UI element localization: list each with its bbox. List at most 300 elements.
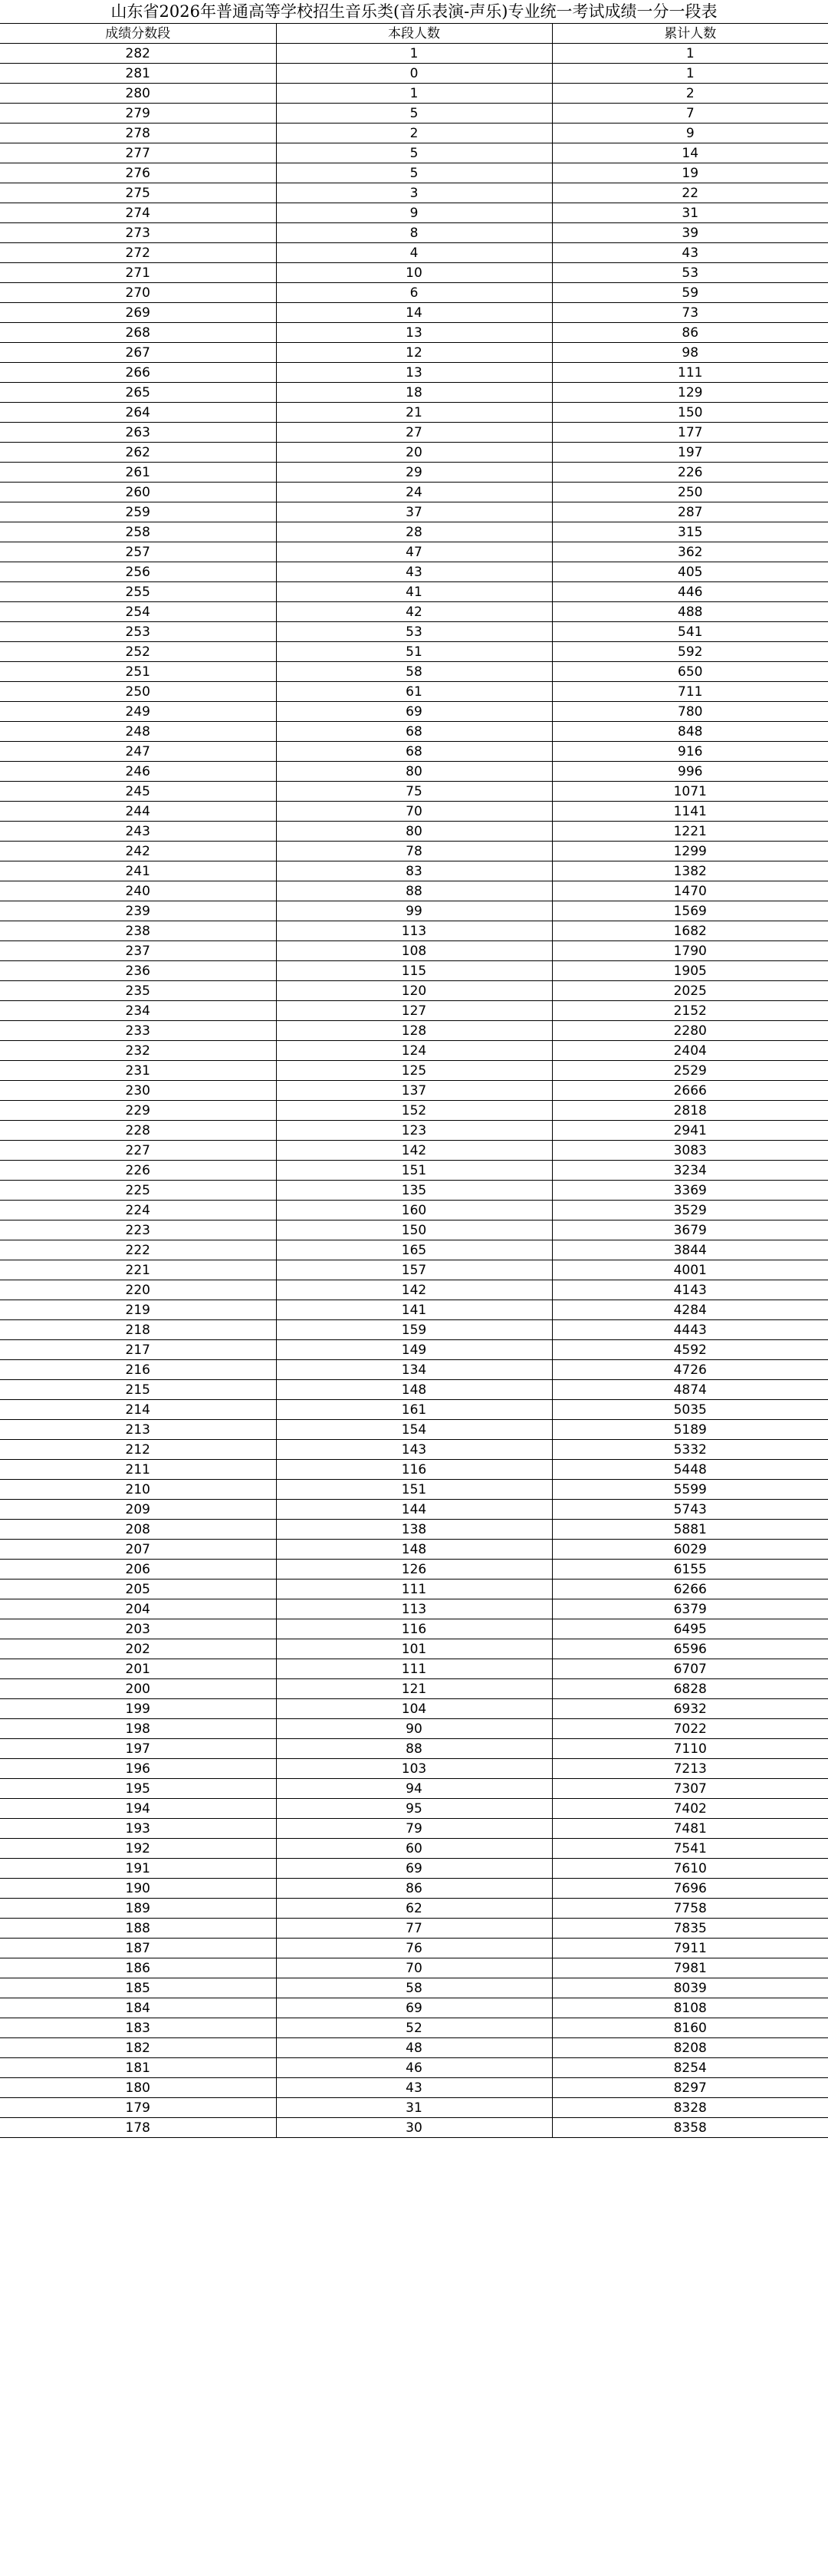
count-cell: 5	[276, 104, 552, 124]
table-row	[0, 64, 828, 84]
table-row	[0, 403, 828, 423]
table-body	[0, 44, 828, 2138]
count-cell: 31	[276, 2098, 552, 2118]
table-row	[0, 283, 828, 303]
table-row	[0, 782, 828, 802]
table-row	[0, 1879, 828, 1899]
table-row	[0, 1420, 828, 1440]
score-cell: 198	[0, 1719, 276, 1739]
count-cell: 111	[276, 1580, 552, 1599]
count-cell: 4	[276, 243, 552, 263]
score-cell: 228	[0, 1121, 276, 1141]
table-row	[0, 463, 828, 483]
table-row	[0, 263, 828, 283]
score-cell: 248	[0, 722, 276, 742]
table-row	[0, 1819, 828, 1839]
table-row	[0, 1081, 828, 1101]
table-row	[0, 1161, 828, 1181]
count-cell: 53	[276, 622, 552, 642]
count-cell: 69	[276, 1998, 552, 2018]
score-cell: 266	[0, 363, 276, 383]
count-cell: 61	[276, 682, 552, 702]
table-row	[0, 1260, 828, 1280]
cumulative-cell: 31	[552, 203, 828, 223]
score-cell: 220	[0, 1280, 276, 1300]
score-cell: 282	[0, 44, 276, 64]
table-row	[0, 223, 828, 243]
column-header-count: 本段人数	[276, 24, 552, 44]
score-cell: 278	[0, 124, 276, 143]
count-cell: 101	[276, 1639, 552, 1659]
score-cell: 267	[0, 343, 276, 363]
count-cell: 69	[276, 702, 552, 722]
score-cell: 270	[0, 283, 276, 303]
cumulative-cell: 7307	[552, 1779, 828, 1799]
cumulative-cell: 3369	[552, 1181, 828, 1201]
table-row	[0, 163, 828, 183]
score-cell: 256	[0, 562, 276, 582]
table-row	[0, 1500, 828, 1520]
table-row	[0, 602, 828, 622]
table-row	[0, 1141, 828, 1161]
cumulative-cell: 916	[552, 742, 828, 762]
score-cell: 244	[0, 802, 276, 822]
count-cell: 95	[276, 1799, 552, 1819]
score-cell: 190	[0, 1879, 276, 1899]
score-cell: 229	[0, 1101, 276, 1121]
score-cell: 219	[0, 1300, 276, 1320]
cumulative-cell: 7481	[552, 1819, 828, 1839]
count-cell: 43	[276, 2078, 552, 2098]
count-cell: 3	[276, 183, 552, 203]
count-cell: 149	[276, 1340, 552, 1360]
table-row	[0, 842, 828, 861]
count-cell: 113	[276, 921, 552, 941]
count-cell: 28	[276, 522, 552, 542]
cumulative-cell: 4443	[552, 1320, 828, 1340]
count-cell: 104	[276, 1699, 552, 1719]
table-row	[0, 1360, 828, 1380]
cumulative-cell: 2	[552, 84, 828, 104]
cumulative-cell: 7981	[552, 1958, 828, 1978]
table-row	[0, 1779, 828, 1799]
score-cell: 269	[0, 303, 276, 323]
cumulative-cell: 1221	[552, 822, 828, 842]
column-header-cumulative: 累计人数	[552, 24, 828, 44]
count-cell: 20	[276, 443, 552, 463]
count-cell: 13	[276, 363, 552, 383]
cumulative-cell: 177	[552, 423, 828, 443]
score-cell: 279	[0, 104, 276, 124]
score-cell: 215	[0, 1380, 276, 1400]
score-cell: 251	[0, 662, 276, 682]
count-cell: 48	[276, 2038, 552, 2058]
cumulative-cell: 5881	[552, 1520, 828, 1540]
table-row	[0, 1859, 828, 1879]
cumulative-cell: 405	[552, 562, 828, 582]
count-cell: 159	[276, 1320, 552, 1340]
table-row	[0, 203, 828, 223]
cumulative-cell: 1569	[552, 901, 828, 921]
score-cell: 211	[0, 1460, 276, 1480]
score-cell: 231	[0, 1061, 276, 1081]
score-cell: 275	[0, 183, 276, 203]
cumulative-cell: 7610	[552, 1859, 828, 1879]
score-cell: 202	[0, 1639, 276, 1659]
cumulative-cell: 8208	[552, 2038, 828, 2058]
cumulative-cell: 73	[552, 303, 828, 323]
table-row	[0, 682, 828, 702]
score-cell: 180	[0, 2078, 276, 2098]
table-row	[0, 1041, 828, 1061]
score-cell: 209	[0, 1500, 276, 1520]
cumulative-cell: 7758	[552, 1899, 828, 1919]
score-cell: 261	[0, 463, 276, 483]
cumulative-cell: 7696	[552, 1879, 828, 1899]
score-cell: 277	[0, 143, 276, 163]
cumulative-cell: 5189	[552, 1420, 828, 1440]
count-cell: 52	[276, 2018, 552, 2038]
table-row	[0, 582, 828, 602]
score-cell: 217	[0, 1340, 276, 1360]
cumulative-cell: 711	[552, 682, 828, 702]
score-cell: 186	[0, 1958, 276, 1978]
score-cell: 258	[0, 522, 276, 542]
count-cell: 125	[276, 1061, 552, 1081]
count-cell: 13	[276, 323, 552, 343]
cumulative-cell: 6155	[552, 1560, 828, 1580]
cumulative-cell: 541	[552, 622, 828, 642]
cumulative-cell: 4143	[552, 1280, 828, 1300]
table-row	[0, 662, 828, 682]
cumulative-cell: 5599	[552, 1480, 828, 1500]
table-row	[0, 2038, 828, 2058]
table-row	[0, 2018, 828, 2038]
count-cell: 5	[276, 163, 552, 183]
count-cell: 137	[276, 1081, 552, 1101]
count-cell: 94	[276, 1779, 552, 1799]
score-cell: 253	[0, 622, 276, 642]
table-row	[0, 1280, 828, 1300]
count-cell: 47	[276, 542, 552, 562]
score-cell: 207	[0, 1540, 276, 1560]
table-row	[0, 961, 828, 981]
score-cell: 181	[0, 2058, 276, 2078]
count-cell: 124	[276, 1041, 552, 1061]
table-row	[0, 1201, 828, 1220]
cumulative-cell: 129	[552, 383, 828, 403]
count-cell: 113	[276, 1599, 552, 1619]
cumulative-cell: 3529	[552, 1201, 828, 1220]
score-cell: 200	[0, 1679, 276, 1699]
table-row	[0, 2118, 828, 2138]
score-cell: 259	[0, 502, 276, 522]
count-cell: 83	[276, 861, 552, 881]
table-row	[0, 1480, 828, 1500]
cumulative-cell: 59	[552, 283, 828, 303]
cumulative-cell: 4874	[552, 1380, 828, 1400]
cumulative-cell: 7402	[552, 1799, 828, 1819]
count-cell: 143	[276, 1440, 552, 1460]
score-cell: 210	[0, 1480, 276, 1500]
cumulative-cell: 1	[552, 44, 828, 64]
table-row	[0, 802, 828, 822]
table-header-row	[0, 24, 828, 44]
count-cell: 144	[276, 1500, 552, 1520]
cumulative-cell: 22	[552, 183, 828, 203]
count-cell: 0	[276, 64, 552, 84]
cumulative-cell: 7911	[552, 1939, 828, 1958]
score-cell: 236	[0, 961, 276, 981]
score-cell: 197	[0, 1739, 276, 1759]
count-cell: 80	[276, 822, 552, 842]
cumulative-cell: 2818	[552, 1101, 828, 1121]
table-row	[0, 941, 828, 961]
count-cell: 8	[276, 223, 552, 243]
count-cell: 154	[276, 1420, 552, 1440]
table-row	[0, 822, 828, 842]
cumulative-cell: 150	[552, 403, 828, 423]
cumulative-cell: 2529	[552, 1061, 828, 1081]
cumulative-cell: 6379	[552, 1599, 828, 1619]
score-cell: 199	[0, 1699, 276, 1719]
count-cell: 151	[276, 1161, 552, 1181]
count-cell: 62	[276, 1899, 552, 1919]
page-title: 山东省2026年普通高等学校招生音乐类(音乐表演-声乐)专业统一考试成绩一分一段表	[0, 0, 828, 24]
cumulative-cell: 43	[552, 243, 828, 263]
score-cell: 260	[0, 483, 276, 502]
score-cell: 238	[0, 921, 276, 941]
count-cell: 160	[276, 1201, 552, 1220]
score-cell: 214	[0, 1400, 276, 1420]
count-cell: 138	[276, 1520, 552, 1540]
score-cell: 268	[0, 323, 276, 343]
count-cell: 88	[276, 881, 552, 901]
cumulative-cell: 7835	[552, 1919, 828, 1939]
cumulative-cell: 8108	[552, 1998, 828, 2018]
table-row	[0, 1998, 828, 2018]
score-cell: 194	[0, 1799, 276, 1819]
score-cell: 221	[0, 1260, 276, 1280]
score-cell: 239	[0, 901, 276, 921]
score-cell: 222	[0, 1240, 276, 1260]
score-cell: 201	[0, 1659, 276, 1679]
table-row	[0, 1679, 828, 1699]
table-row	[0, 1699, 828, 1719]
score-cell: 232	[0, 1041, 276, 1061]
cumulative-cell: 592	[552, 642, 828, 662]
score-cell: 192	[0, 1839, 276, 1859]
table-row	[0, 1380, 828, 1400]
table-row	[0, 2098, 828, 2118]
cumulative-cell: 6029	[552, 1540, 828, 1560]
count-cell: 80	[276, 762, 552, 782]
table-row	[0, 1240, 828, 1260]
score-cell: 234	[0, 1001, 276, 1021]
cumulative-cell: 8254	[552, 2058, 828, 2078]
count-cell: 46	[276, 2058, 552, 2078]
score-cell: 240	[0, 881, 276, 901]
score-cell: 179	[0, 2098, 276, 2118]
table-row	[0, 1300, 828, 1320]
table-row	[0, 522, 828, 542]
table-row	[0, 702, 828, 722]
count-cell: 108	[276, 941, 552, 961]
cumulative-cell: 1790	[552, 941, 828, 961]
count-cell: 68	[276, 722, 552, 742]
table-row	[0, 1759, 828, 1779]
cumulative-cell: 1470	[552, 881, 828, 901]
cumulative-cell: 315	[552, 522, 828, 542]
score-cell: 178	[0, 2118, 276, 2138]
table-row	[0, 1719, 828, 1739]
cumulative-cell: 6932	[552, 1699, 828, 1719]
table-row	[0, 1919, 828, 1939]
score-cell: 243	[0, 822, 276, 842]
cumulative-cell: 5332	[552, 1440, 828, 1460]
cumulative-cell: 8328	[552, 2098, 828, 2118]
table-row	[0, 1001, 828, 1021]
count-cell: 121	[276, 1679, 552, 1699]
count-cell: 99	[276, 901, 552, 921]
count-cell: 77	[276, 1919, 552, 1939]
cumulative-cell: 2025	[552, 981, 828, 1001]
count-cell: 43	[276, 562, 552, 582]
table-row	[0, 1939, 828, 1958]
cumulative-cell: 3234	[552, 1161, 828, 1181]
score-cell: 252	[0, 642, 276, 662]
count-cell: 79	[276, 1819, 552, 1839]
score-cell: 263	[0, 423, 276, 443]
table-row	[0, 642, 828, 662]
score-cell: 254	[0, 602, 276, 622]
count-cell: 75	[276, 782, 552, 802]
table-row	[0, 1639, 828, 1659]
count-cell: 18	[276, 383, 552, 403]
cumulative-cell: 8039	[552, 1978, 828, 1998]
score-cell: 250	[0, 682, 276, 702]
cumulative-cell: 1382	[552, 861, 828, 881]
count-cell: 111	[276, 1659, 552, 1679]
table-row	[0, 562, 828, 582]
table-row	[0, 1978, 828, 1998]
table-row	[0, 303, 828, 323]
cumulative-cell: 1299	[552, 842, 828, 861]
table-row	[0, 423, 828, 443]
cumulative-cell: 7213	[552, 1759, 828, 1779]
cumulative-cell: 362	[552, 542, 828, 562]
score-cell: 272	[0, 243, 276, 263]
table-row	[0, 502, 828, 522]
cumulative-cell: 3844	[552, 1240, 828, 1260]
cumulative-cell: 14	[552, 143, 828, 163]
score-cell: 274	[0, 203, 276, 223]
score-cell: 213	[0, 1420, 276, 1440]
cumulative-cell: 1682	[552, 921, 828, 941]
count-cell: 12	[276, 343, 552, 363]
cumulative-cell: 446	[552, 582, 828, 602]
cumulative-cell: 287	[552, 502, 828, 522]
count-cell: 37	[276, 502, 552, 522]
count-cell: 116	[276, 1619, 552, 1639]
count-cell: 165	[276, 1240, 552, 1260]
table-row	[0, 1560, 828, 1580]
cumulative-cell: 111	[552, 363, 828, 383]
table-row	[0, 44, 828, 64]
table-row	[0, 1899, 828, 1919]
table-row	[0, 981, 828, 1001]
score-cell: 281	[0, 64, 276, 84]
count-cell: 134	[276, 1360, 552, 1380]
score-cell: 276	[0, 163, 276, 183]
table-row	[0, 1121, 828, 1141]
score-cell: 185	[0, 1978, 276, 1998]
count-cell: 29	[276, 463, 552, 483]
column-header-score: 成绩分数段	[0, 24, 276, 44]
count-cell: 69	[276, 1859, 552, 1879]
table-row	[0, 2058, 828, 2078]
table-row	[0, 443, 828, 463]
score-cell: 242	[0, 842, 276, 861]
count-cell: 24	[276, 483, 552, 502]
score-cell: 205	[0, 1580, 276, 1599]
cumulative-cell: 9	[552, 124, 828, 143]
table-row	[0, 881, 828, 901]
count-cell: 70	[276, 802, 552, 822]
table-row	[0, 742, 828, 762]
table-row	[0, 1619, 828, 1639]
score-cell: 196	[0, 1759, 276, 1779]
count-cell: 76	[276, 1939, 552, 1958]
cumulative-cell: 780	[552, 702, 828, 722]
count-cell: 1	[276, 84, 552, 104]
count-cell: 5	[276, 143, 552, 163]
score-cell: 230	[0, 1081, 276, 1101]
cumulative-cell: 5448	[552, 1460, 828, 1480]
count-cell: 6	[276, 283, 552, 303]
cumulative-cell: 2152	[552, 1001, 828, 1021]
count-cell: 10	[276, 263, 552, 283]
count-cell: 58	[276, 662, 552, 682]
table-row	[0, 1181, 828, 1201]
cumulative-cell: 8160	[552, 2018, 828, 2038]
score-cell: 183	[0, 2018, 276, 2038]
table-row	[0, 622, 828, 642]
cumulative-cell: 6707	[552, 1659, 828, 1679]
score-cell: 226	[0, 1161, 276, 1181]
table-row	[0, 124, 828, 143]
count-cell: 142	[276, 1280, 552, 1300]
table-row	[0, 1599, 828, 1619]
count-cell: 70	[276, 1958, 552, 1978]
cumulative-cell: 2404	[552, 1041, 828, 1061]
count-cell: 128	[276, 1021, 552, 1041]
table-row	[0, 84, 828, 104]
count-cell: 1	[276, 44, 552, 64]
score-cell: 246	[0, 762, 276, 782]
cumulative-cell: 2280	[552, 1021, 828, 1041]
cumulative-cell: 4592	[552, 1340, 828, 1360]
score-cell: 195	[0, 1779, 276, 1799]
table-row	[0, 1021, 828, 1041]
count-cell: 150	[276, 1220, 552, 1240]
count-cell: 9	[276, 203, 552, 223]
cumulative-cell: 488	[552, 602, 828, 622]
table-row	[0, 1580, 828, 1599]
score-cell: 193	[0, 1819, 276, 1839]
count-cell: 120	[276, 981, 552, 1001]
cumulative-cell: 2666	[552, 1081, 828, 1101]
